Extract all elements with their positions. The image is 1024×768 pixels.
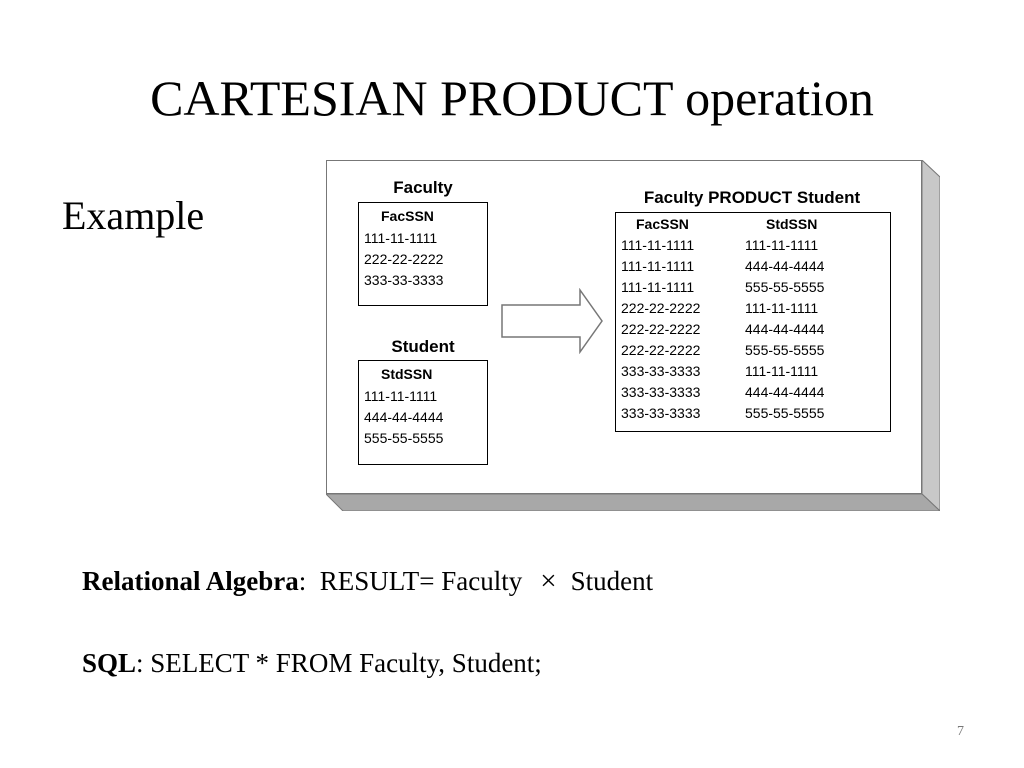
product-cell-facssn: 111-11-1111 (621, 279, 695, 295)
cartesian-product-operator: × (540, 565, 557, 597)
product-table (615, 212, 891, 432)
faculty-row: 333-33-3333 (364, 272, 444, 288)
product-cell-stdssn: 444-44-4444 (745, 321, 825, 337)
product-cell-stdssn: 555-55-5555 (745, 342, 825, 358)
student-header: StdSSN (381, 366, 433, 382)
student-row: 555-55-5555 (364, 430, 444, 446)
student-table (358, 360, 488, 465)
product-cell-facssn: 222-22-2222 (621, 342, 701, 358)
relational-algebra-label: Relational Algebra (82, 566, 299, 596)
product-cell-stdssn: 111-11-1111 (745, 237, 819, 253)
example-heading: Example (62, 193, 205, 238)
product-cell-facssn: 333-33-3333 (621, 363, 701, 379)
relational-algebra-rhs: Student (570, 566, 654, 596)
panel-bottom-shade (326, 494, 940, 511)
faculty-table (358, 202, 488, 306)
product-cell-stdssn: 111-11-1111 (745, 300, 819, 316)
faculty-header: FacSSN (381, 208, 434, 224)
product-cell-stdssn: 555-55-5555 (745, 279, 825, 295)
product-cell-stdssn: 444-44-4444 (745, 384, 825, 400)
sql-label: SQL (82, 648, 137, 678)
relational-algebra-line (82, 564, 653, 598)
product-header-facssn: FacSSN (636, 216, 689, 232)
right-arrow-icon (500, 288, 606, 354)
product-cell-facssn: 111-11-1111 (621, 237, 695, 253)
product-cell-stdssn: 555-55-5555 (745, 405, 825, 421)
product-header-stdssn: StdSSN (766, 216, 818, 232)
product-cell-facssn: 111-11-1111 (621, 258, 695, 274)
product-cell-facssn: 333-33-3333 (621, 405, 701, 421)
panel-side-shade (922, 160, 940, 511)
student-table-label: Student (391, 337, 455, 356)
slide-title: CARTESIAN PRODUCT operation (150, 70, 874, 126)
faculty-row: 222-22-2222 (364, 251, 444, 267)
student-row: 111-11-1111 (364, 388, 438, 404)
product-cell-stdssn: 444-44-4444 (745, 258, 825, 274)
relational-algebra-separator: : (298, 566, 307, 596)
product-table-label: Faculty PRODUCT Student (643, 188, 861, 207)
product-cell-stdssn: 111-11-1111 (745, 363, 819, 379)
sql-line (82, 646, 542, 680)
example-panel (326, 160, 922, 494)
sql-statement: : SELECT * FROM Faculty, Student; (136, 648, 542, 678)
product-cell-facssn: 333-33-3333 (621, 384, 701, 400)
faculty-table-label: Faculty (393, 178, 453, 197)
page-number: 7 (957, 724, 964, 739)
faculty-row: 111-11-1111 (364, 230, 438, 246)
relational-algebra-lhs: RESULT= Faculty (319, 566, 523, 596)
product-cell-facssn: 222-22-2222 (621, 300, 701, 316)
product-cell-facssn: 222-22-2222 (621, 321, 701, 337)
student-row: 444-44-4444 (364, 409, 444, 425)
